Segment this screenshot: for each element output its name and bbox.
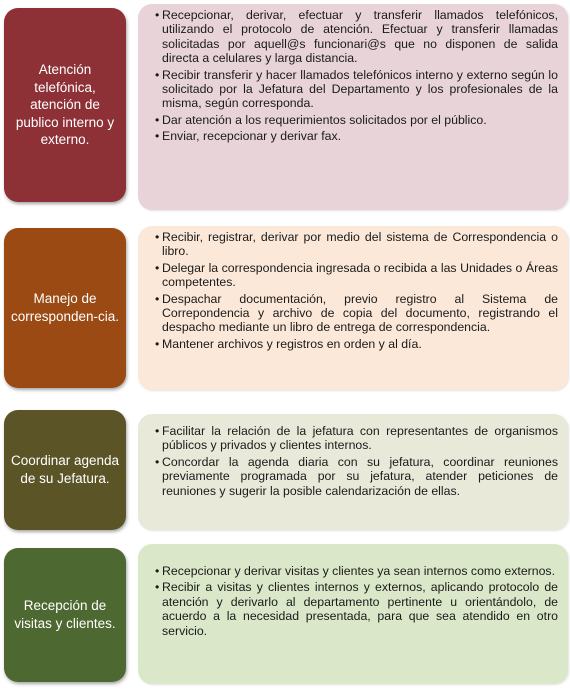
panel-recepcion (138, 544, 568, 684)
list-item: • Dar atención a los requerimientos solicitados por el público. (162, 113, 558, 127)
label-agenda (4, 410, 126, 530)
label-recepcion-text: Recepción de visitas y clientes. (14, 598, 116, 631)
panel-atencion (138, 4, 568, 210)
list-item: • Facilitar la relación de la jefatura con representantes de organismos públicos y privados y clientes internos. (162, 424, 558, 453)
list-item: • Delegar la correspondencia ingresada o recibida a las Unidades o Áreas competentes. (162, 261, 558, 290)
list-item: • Enviar, recepcionar y derivar fax. (162, 129, 558, 143)
list-item: • Recepcionar, derivar, efectuar y transferir llamados telefónicos, utilizando el protocolo de atención. Efectuar y transferir llamadas solicitadas por aquell@s funcionari@s que no disponen de salida directa a celulares y larga distancia. (162, 8, 558, 66)
list-item: • Recepcionar y derivar visitas y clientes ya sean internos como externos. (162, 564, 558, 578)
list-item: • Recibir a visitas y clientes internos y externos, aplicando protocolo de atención y derivarlo al departamento pertinente u orientándolo, de acuerdo a la necesidad presentada, para que sea atendido en otro servicio. (162, 580, 558, 638)
list-item: • Concordar la agenda diaria con su jefatura, coordinar reuniones previamente programada por su jefatura, atender peticiones de reuniones y sugerir la posible calendarización de ellas. (162, 455, 558, 498)
label-agenda-text: Coordinar agenda de su Jefatura. (10, 453, 120, 486)
panel-correspondencia (138, 226, 568, 390)
list-item: • Recibir, registrar, derivar por medio del sistema de Correspondencia o libro. (162, 230, 558, 259)
label-recepcion (4, 548, 126, 682)
list-recepcion (162, 564, 558, 638)
label-atencion-text: Atención telefónica, atención de publico interno y externo. (15, 62, 115, 148)
list-agenda (162, 424, 558, 498)
list-item: • Recibir transferir y hacer llamados telefónicos interno y externo según lo solicitado por la Jefatura del Departamento y los profesionales de la misma, según corresponda. (162, 68, 558, 111)
list-correspondencia (162, 230, 558, 351)
panel-agenda (138, 414, 568, 530)
list-atencion (162, 8, 558, 144)
label-correspondencia-text: Manejo de corresponden-cia. (10, 291, 120, 324)
list-item: • Mantener archivos y registros en orden y al día. (162, 337, 558, 351)
label-atencion (4, 8, 126, 202)
label-correspondencia (4, 228, 126, 388)
list-item: • Despachar documentación, previo registro al Sistema de Correpondencia y archivo de copia del documento, registrando el despacho mediante un libro de entrega de correspondencia. (162, 292, 558, 335)
